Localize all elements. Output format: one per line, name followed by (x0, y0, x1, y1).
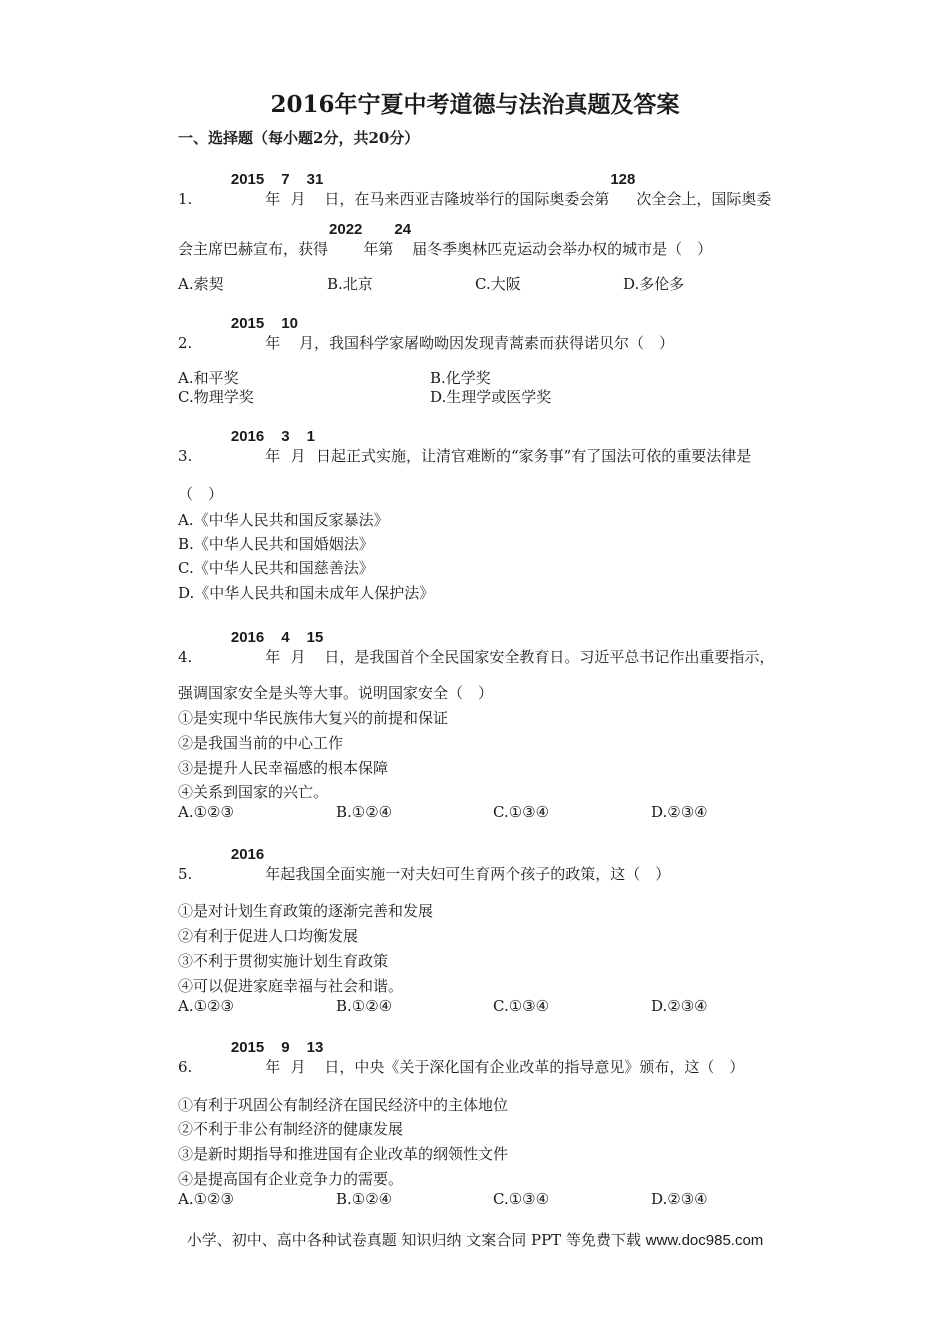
option-b: B.①②④ (336, 997, 393, 1015)
question-4-line-1 (178, 629, 775, 667)
option-c: C.①③④ (493, 997, 550, 1015)
day-number: 31 (306, 171, 324, 188)
month-number: 9 (281, 1039, 290, 1056)
question-1-line-1 (178, 171, 772, 209)
option-a: A.①②③ (178, 997, 234, 1015)
year-number: 2015 (230, 1039, 265, 1056)
text: 年起我国全面实施一对夫妇可生育两个孩子的政策，这（ ） (265, 865, 671, 883)
statement-4: ④是提高国有企业竞争力的需要。 (178, 1170, 404, 1188)
footer-text: 小学、初中、高中各种试卷真题 知识归纳 文案合同 PPT 等免费下载 (186, 1231, 641, 1249)
option-c: C.物理学奖 (178, 388, 254, 406)
text: 年 (265, 334, 281, 352)
answer-paren: （ ） (178, 485, 224, 503)
text: 月 (290, 190, 306, 208)
statement-1: ①是对计划生育政策的逐渐完善和发展 (178, 902, 434, 920)
text: 月 (290, 648, 306, 666)
option-d: D.生理学或医学奖 (430, 388, 552, 406)
month-number: 10 (281, 315, 298, 332)
section-heading: 一、选择题（每小题2分，共20分） (178, 129, 420, 147)
option-a: A.索契 (178, 275, 224, 293)
statement-3: ③不利于贯彻实施计划生育政策 (178, 952, 389, 970)
statement-3: ③是新时期指导和推进国有企业改革的纲领性文件 (178, 1145, 509, 1163)
text: 年 (265, 648, 281, 666)
option-c: C.大阪 (475, 275, 521, 293)
text: 年第 (363, 240, 394, 258)
text: 月，我国科学家屠呦呦因发现青蒿素而获得诺贝尔（ ） (298, 334, 674, 352)
statement-3: ③是提升人民幸福感的根本保障 (178, 759, 389, 777)
option-d: D.②③④ (651, 803, 708, 821)
option-a: A.和平奖 (178, 369, 239, 387)
option-c: C.《中华人民共和国慈善法》 (178, 559, 374, 577)
question-number: 2. (178, 334, 193, 352)
edition-number: 24 (394, 221, 412, 238)
option-a: A.①②③ (178, 803, 234, 821)
statement-2: ②有利于促进人口均衡发展 (178, 927, 359, 945)
text: 会主席巴赫宣布，获得 (178, 240, 329, 258)
session-number: 128 (610, 171, 636, 188)
year-number: 2016 (230, 629, 265, 646)
question-number: 1. (178, 190, 193, 208)
month-number: 3 (281, 428, 290, 445)
year-number: 2015 (230, 315, 265, 332)
question-number: 6. (178, 1058, 193, 1076)
option-d: D.②③④ (651, 1190, 708, 1208)
statement-1: ①有利于巩固公有制经济在国民经济中的主体地位 (178, 1096, 509, 1114)
option-d: D.②③④ (651, 997, 708, 1015)
option-a: A.《中华人民共和国反家暴法》 (178, 511, 389, 529)
option-c: C.①③④ (493, 1190, 550, 1208)
statement-2: ②是我国当前的中心工作 (178, 734, 344, 752)
text: 年 (265, 1058, 281, 1076)
option-d: D.《中华人民共和国未成年人保护法》 (178, 584, 435, 602)
statement-2: ②不利于非公有制经济的健康发展 (178, 1120, 404, 1138)
statement-4: ④可以促进家庭幸福与社会和谐。 (178, 977, 404, 995)
year-number: 2016 (230, 846, 265, 863)
option-d: D.多伦多 (623, 275, 685, 293)
text: 年 (265, 447, 281, 465)
option-a: A.①②③ (178, 1190, 234, 1208)
year-number: 2022 (329, 221, 363, 238)
option-b: B.《中华人民共和国婚姻法》 (178, 535, 374, 553)
statement-4: ④关系到国家的兴亡。 (178, 783, 329, 801)
footer-url[interactable]: www.doc985.com (645, 1232, 764, 1249)
text: 年 (265, 190, 281, 208)
year-number: 2016 (230, 428, 265, 445)
text: 日，中央《关于深化国有企业改革的指导意见》颁布，这（ ） (324, 1058, 745, 1076)
text: 届冬季奥林匹克运动会举办权的城市是（ ） (412, 240, 713, 258)
question-number: 5. (178, 865, 193, 883)
text: 日起正式实施，让清官难断的“家务事”有了国法可依的重要法律是 (315, 447, 752, 465)
question-1-line-2 (178, 221, 713, 259)
question-2-line-1 (178, 315, 674, 353)
text: 月 (290, 1058, 306, 1076)
text: 次全会上，国际奥委 (636, 190, 772, 208)
year-number: 2015 (230, 171, 265, 188)
footer (0, 1229, 950, 1250)
question-number: 3. (178, 447, 193, 465)
statement-1: ①是实现中华民族伟大复兴的前提和保证 (178, 709, 449, 727)
day-number: 13 (306, 1039, 324, 1056)
text: 日，是我国首个全民国家安全教育日。习近平总书记作出重要指示， (324, 648, 775, 666)
text: 月 (290, 447, 306, 465)
option-b: B.①②④ (336, 803, 393, 821)
month-number: 4 (281, 629, 290, 646)
option-b: B.①②④ (336, 1190, 393, 1208)
option-c: C.①③④ (493, 803, 550, 821)
text: 日，在马来西亚吉隆坡举行的国际奥委会第 (324, 190, 610, 208)
month-number: 7 (281, 171, 290, 188)
question-4-line-2: 强调国家安全是头等大事。说明国家安全（ ） (178, 684, 494, 702)
option-b: B.化学奖 (430, 369, 491, 387)
question-5-line-1 (178, 846, 671, 884)
page-title: 2016年宁夏中考道德与法治真题及答案 (270, 91, 680, 118)
question-number: 4. (178, 648, 193, 666)
question-6-line-1 (178, 1039, 745, 1077)
day-number: 15 (306, 629, 324, 646)
question-3-line-1 (178, 428, 752, 466)
option-b: B.北京 (327, 275, 373, 293)
day-number: 1 (306, 428, 315, 445)
